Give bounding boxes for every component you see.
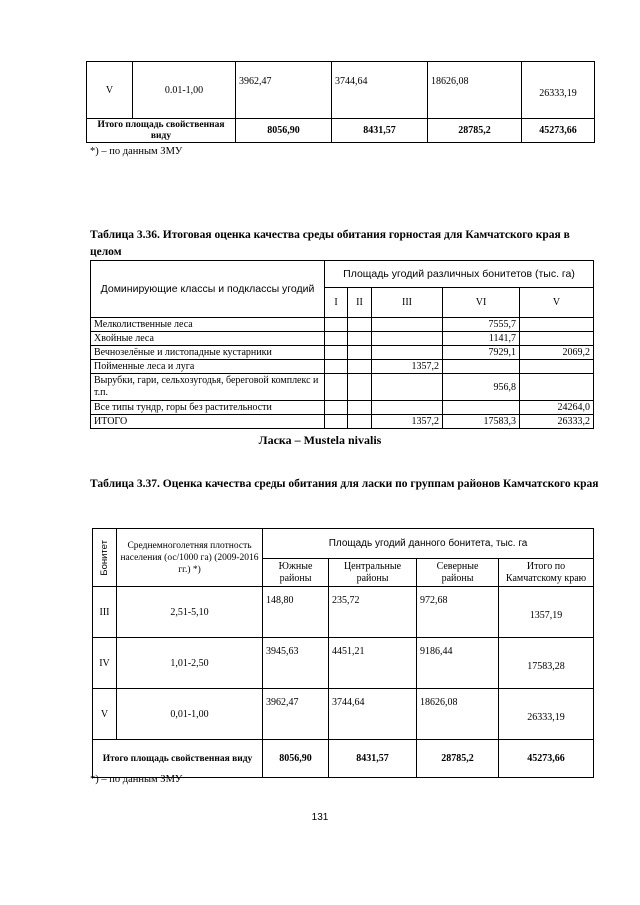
area-cell	[348, 346, 372, 360]
bonitet-cell: V	[87, 62, 133, 119]
header-area: Площадь угодий данного бонитета, тыс. га	[263, 529, 594, 559]
area-cell: 2069,2	[520, 346, 594, 360]
table-total-row	[93, 740, 594, 778]
area-cell	[348, 415, 372, 429]
total-central: 8431,57	[332, 119, 428, 143]
footnote: *) – по данным ЗМУ	[90, 774, 183, 785]
table-3-36	[90, 260, 594, 429]
table-row	[91, 374, 594, 401]
bonitet-column-header: VI	[443, 288, 520, 318]
area-cell	[520, 318, 594, 332]
bonitet-column-header: V	[520, 288, 594, 318]
area-cell	[325, 360, 348, 374]
total-label: Итого площадь свойственная виду	[93, 740, 263, 778]
total-cell: 17583,28	[499, 638, 594, 689]
south-cell: 3945,63	[263, 638, 329, 689]
table-total-row	[87, 119, 595, 143]
area-cell	[520, 332, 594, 346]
area-cell: 1141,7	[443, 332, 520, 346]
central-cell: 3744,64	[332, 62, 428, 119]
bonitet-column-header: II	[348, 288, 372, 318]
density-cell: 0.01-1,00	[133, 62, 236, 119]
area-cell	[325, 401, 348, 415]
area-cell	[372, 401, 443, 415]
area-cell	[348, 360, 372, 374]
north-cell: 18626,08	[417, 689, 499, 740]
area-cell	[348, 401, 372, 415]
table-3-37	[92, 528, 594, 778]
area-cell	[520, 374, 594, 401]
total-total: 45273,66	[522, 119, 595, 143]
bonitet-cell: IV	[93, 638, 117, 689]
header-density: Среднемноголетняя плотность населения (ос/1000 га) (2009-2016 гг.) *)	[117, 529, 263, 587]
total-cell: 26333,19	[499, 689, 594, 740]
total-cell: 1357,19	[499, 587, 594, 638]
central-cell: 235,72	[329, 587, 417, 638]
area-cell: 26333,2	[520, 415, 594, 429]
area-cell	[348, 374, 372, 401]
table-caption: Таблица 3.36. Итоговая оценка качества среды обитания горностая для Камчатского края в целом	[90, 229, 570, 258]
total-cell: 26333,19	[522, 62, 595, 119]
total-south: 8056,90	[236, 119, 332, 143]
table-row	[91, 360, 594, 374]
region-column-header: Северные районы	[417, 559, 499, 587]
area-cell	[348, 332, 372, 346]
area-cell	[372, 374, 443, 401]
table-row	[93, 689, 594, 740]
area-cell: 956,8	[443, 374, 520, 401]
header-area: Площадь угодий различных бонитетов (тыс. га)	[325, 261, 594, 288]
central-cell: 3744,64	[329, 689, 417, 740]
land-class-cell: ИТОГО	[91, 415, 325, 429]
total-central: 8431,57	[329, 740, 417, 778]
central-cell: 4451,21	[329, 638, 417, 689]
table-row	[93, 587, 594, 638]
area-cell	[325, 332, 348, 346]
table-row	[87, 62, 595, 119]
south-cell: 3962,47	[263, 689, 329, 740]
table-row	[91, 332, 594, 346]
land-class-cell: Вечнозелёные и листопадные кустарники	[91, 346, 325, 360]
north-cell: 972,68	[417, 587, 499, 638]
south-cell: 148,80	[263, 587, 329, 638]
table-row	[91, 401, 594, 415]
total-south: 8056,90	[263, 740, 329, 778]
bonitet-column-header: I	[325, 288, 348, 318]
area-cell	[348, 318, 372, 332]
region-column-header: Центральные районы	[329, 559, 417, 587]
table-row	[91, 415, 594, 429]
area-cell: 1357,2	[372, 415, 443, 429]
page-number: 131	[311, 812, 329, 823]
bonitet-cell: V	[93, 689, 117, 740]
area-cell	[372, 346, 443, 360]
density-cell: 1,01-2,50	[117, 638, 263, 689]
region-column-header: Южные районы	[263, 559, 329, 587]
land-class-cell: Вырубки, гари, сельхозугодья, береговой комплекс и т.п.	[91, 374, 325, 401]
land-class-cell: Хвойные леса	[91, 332, 325, 346]
bonitet-cell: III	[93, 587, 117, 638]
area-cell	[372, 332, 443, 346]
region-column-header: Итого по Камчатскому краю	[499, 559, 594, 587]
area-cell	[443, 401, 520, 415]
land-class-cell: Пойменные леса и луга	[91, 360, 325, 374]
area-cell: 17583,3	[443, 415, 520, 429]
table-row	[91, 346, 594, 360]
species-heading: Ласка – Mustela nivalis	[258, 433, 382, 447]
area-cell	[325, 374, 348, 401]
header-bonitet: Бонитет	[93, 529, 117, 587]
table-row	[93, 638, 594, 689]
area-cell	[325, 415, 348, 429]
area-cell	[443, 360, 520, 374]
total-total: 45273,66	[499, 740, 594, 778]
area-cell	[372, 318, 443, 332]
area-cell: 7555,7	[443, 318, 520, 332]
header-classes: Доминирующие классы и подклассы угодий	[91, 261, 325, 318]
bonitet-column-header: III	[372, 288, 443, 318]
north-cell: 18626,08	[428, 62, 522, 119]
area-cell	[520, 360, 594, 374]
area-cell	[325, 346, 348, 360]
table-row	[91, 318, 594, 332]
footnote: *) – по данным ЗМУ	[90, 146, 183, 157]
area-cell: 1357,2	[372, 360, 443, 374]
table-caption: Таблица 3.37. Оценка качества среды обитания для ласки по группам районов Камчатского края	[90, 478, 599, 490]
density-cell: 0,01-1,00	[117, 689, 263, 740]
top-table	[86, 61, 595, 143]
total-north: 28785,2	[428, 119, 522, 143]
north-cell: 9186,44	[417, 638, 499, 689]
area-cell: 24264,0	[520, 401, 594, 415]
total-north: 28785,2	[417, 740, 499, 778]
land-class-cell: Все типы тундр, горы без растительности	[91, 401, 325, 415]
area-cell	[325, 318, 348, 332]
total-label: Итого площадь свойственная виду	[87, 119, 236, 143]
area-cell: 7929,1	[443, 346, 520, 360]
density-cell: 2,51-5,10	[117, 587, 263, 638]
south-cell: 3962,47	[236, 62, 332, 119]
land-class-cell: Мелколиственные леса	[91, 318, 325, 332]
